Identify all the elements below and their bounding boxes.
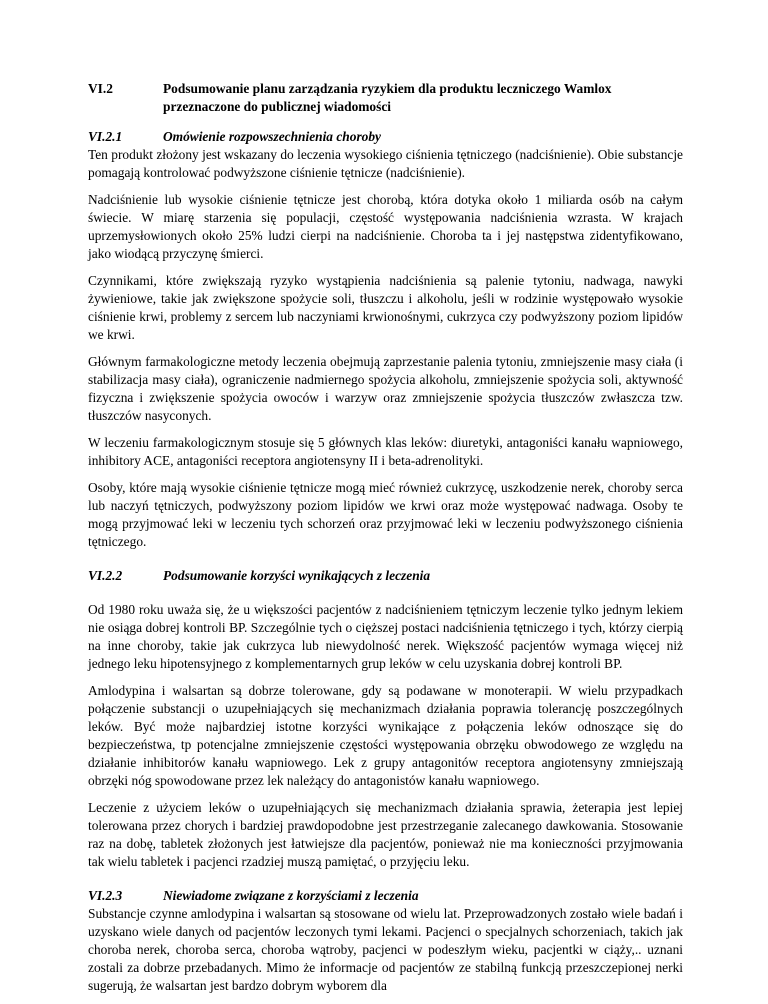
paragraph: Nadciśnienie lub wysokie ciśnienie tętnicze jest chorobą, która dotyka około 1 miliarda osób na całym świecie. W miarę starzenia się populacji, częstość występowania nadciśnienia wzrasta. W krajach uprzemysłowionych około 25% ludzi cierpi na nadciśnienie. Choroba ta i jej następstwa zidentyfikowano, jako wiodącą przyczynę śmierci. [88, 192, 683, 261]
paragraph: Leczenie z użyciem leków o uzupełniających się mechanizmach działania sprawia, żeterapia jest lepiej tolerowana przez chorych i bardziej prawdopodobne jest przestrzeganie zalecanego dawkowania. Stosowanie raz na dobę, tabletek złożonych jest łatwiejsze dla pacjentów, ponieważ nie ma konieczności przyjmowania tak wielu tabletek i pacjenci rzadziej muszą pamiętać, o przyjęciu leku. [88, 800, 683, 869]
paragraph: Substancje czynne amlodypina i walsartan są stosowane od wielu lat. Przeprowadzonych zostało wiele badań i uzyskano wiele danych od pacjentów leczonych tymi lekami. Pacjenci o specjalnych schorzeniach, takich jak choroba nerek, choroba serca, choroba wątroby, pacjenci w podeszłym wieku, pacjentki w ciąży,.. uznani zostali za dobrze przebadanych. Mimo że informacje od pacjentów ze stabilną funkcją przeszczepionej nerki sugerują, że walsartan jest bardzo dobrym wyborem dla [88, 906, 683, 993]
section-title: Podsumowanie planu zarządzania ryzykiem dla produktu leczniczego Wamlox przeznaczone do publicznej wiadomości [163, 81, 612, 114]
section-heading-vi22 [88, 567, 683, 585]
section-number: VI.2.1 [88, 129, 123, 144]
section-title: Omówienie rozpowszechnienia choroby [163, 129, 381, 144]
section-number: VI.2.3 [88, 888, 123, 903]
section-title: Niewiadome związane z korzyściami z leczenia [163, 888, 419, 903]
section-title: Podsumowanie korzyści wynikających z leczenia [163, 568, 431, 583]
document-page [88, 80, 683, 1004]
paragraph: Głównym farmakologiczne metody leczenia obejmują zaprzestanie palenia tytoniu, zmniejszenie masy ciała (i stabilizacja masy ciała), ograniczenie nadmiernego spożycia alkoholu, zmniejszenie spożycia soli, aktywność fizyczna i zwiększenie spożycia owoców i warzyw oraz zmniejszenie spożycia tłuszczów zwłaszcza tzw. tłuszczów nasyconych. [88, 354, 683, 423]
section-heading-vi23 [88, 887, 683, 905]
paragraph: Czynnikami, które zwiększają ryzyko wystąpienia nadciśnienia są palenie tytoniu, nadwaga, nawyki żywieniowe, takie jak zwiększone spożycie soli, tłuszczu i alkoholu, jeśli w rodzinie występowało wysokie ciśnienie krwi, problemy z sercem lub naczyniami krwionośnymi, cukrzyca czy podwyższony poziom lipidów we krwi. [88, 273, 683, 342]
section-number: VI.2 [88, 81, 113, 96]
paragraph: Osoby, które mają wysokie ciśnienie tętnicze mogą mieć również cukrzycę, uszkodzenie nerek, choroby serca lub naczyń tętniczych, podwyższony poziom lipidów we krwi oraz może występować nadwaga. Osoby te mogą przyjmować leki w leczeniu tych schorzeń oraz przyjmować leki w leczeniu podwyższonego ciśnienia tętniczego. [88, 480, 683, 549]
paragraph: Amlodypina i walsartan są dobrze tolerowane, gdy są podawane w monoterapii. W wielu przypadkach połączenie substancji o uzupełniających się mechanizmach działania poprawia tolerancję poszczególnych leków. Być może najbardziej istotne korzyści wynikające z połączenia leków odnoszące się do bezpieczeństwa, tp potencjalne zmniejszenie częstości występowania obrzęku obwodowego ze względu na działanie inhibitorów kanału wapniowego. Lek z grupy antagonitów receptora angiotensyny zmniejszają obrzęki nóg spowodowane przez lek należący do antagonistów kanału wapniowego. [88, 683, 683, 788]
paragraph: W leczeniu farmakologicznym stosuje się 5 głównych klas leków: diuretyki, antagoniści kanału wapniowego, inhibitory ACE, antagoniści receptora angiotensyny II i beta-adrenolityki. [88, 435, 683, 468]
section-heading-vi21 [88, 128, 683, 146]
section-heading-vi2 [88, 80, 683, 116]
paragraph: Od 1980 roku uważa się, że u większości pacjentów z nadciśnieniem tętniczym leczenie tylko jednym lekiem nie osiąga dobrej kontroli BP. Szczególnie tych o cięższej postaci nadciśnienia tętniczego i tych, którzy cierpią na inne choroby, takie jak cukrzyca lub niewydolność nerek. Większość pacjentów wymaga więcej niż jednego leku hipotensyjnego z komplementarnych grup leków w celu uzyskania dobrej kontroli BP. [88, 602, 683, 671]
paragraph: Ten produkt złożony jest wskazany do leczenia wysokiego ciśnienia tętniczego (nadciśnienie). Obie substancje pomagają kontrolować podwyższone ciśnienie tętnicze (nadciśnienie). [88, 147, 683, 180]
section-number: VI.2.2 [88, 568, 123, 583]
